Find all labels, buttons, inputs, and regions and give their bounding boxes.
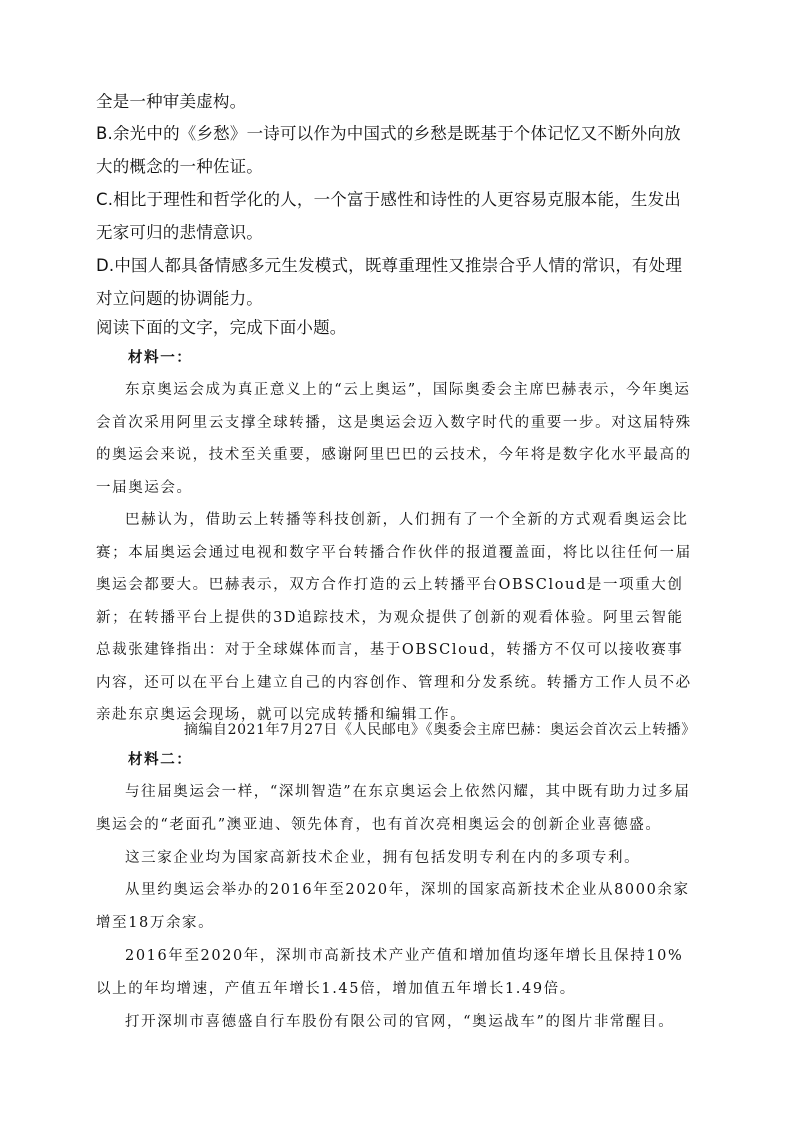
material-two-paragraph-5: 打开深圳市喜德盛自行车股份有限公司的官网，“奥运战车”的图片非常醒目。 — [125, 1014, 675, 1030]
reading-instruction: 阅读下面的文字，完成下面小题。 — [96, 318, 347, 337]
material-one-source: 摘编自2021年7月27日《人民邮电》《奥委会主席巴赫：奥运会首次云上转播》 — [183, 722, 696, 738]
option-b: B.余光中的《乡愁》一诗可以作为中国式的乡愁是既基于个体记忆又不断外向放大的概念的一种佐证。 — [96, 124, 681, 176]
option-c: C.相比于理性和哲学化的人，一个富于感性和诗性的人更容易克服本能，生发出无家可归的悲情意识。 — [96, 190, 681, 242]
material-two-paragraph-3: 从里约奥运会举办的2016年至2020年，深圳的国家高新技术企业从8000余家增至18万余家。 — [96, 882, 690, 931]
material-one-paragraph-1: 东京奥运会成为真正意义上的“云上奥运”，国际奥委会主席巴赫表示，今年奥运会首次采用阿里云支撑全球转播，这是奥运会迈入数字时代的重要一步。对这届特殊的奥运会来说，技术至关重要，感谢阿里巴巴的云技术，今年将是数字化水平最高的一届奥运会。 — [96, 382, 692, 496]
material-two-paragraph-4: 2016年至2020年，深圳市高新技术产业产值和增加值均逐年增长且保持10%以上的年均增速，产值五年增长1.45倍，增加值五年增长1.49倍。 — [96, 948, 684, 997]
material-two-paragraph-1: 与往届奥运会一样，“深圳智造”在东京奥运会上依然闪耀，其中既有助力过多届奥运会的“老面孔”澳亚迪、领先体育，也有首次亮相奥运会的创新企业喜德盛。 — [96, 784, 691, 833]
option-d: D.中国人都具备情感多元生发模式，既尊重理性又推崇合乎人情的常识，有处理对立问题的协调能力。 — [96, 256, 683, 308]
material-two-paragraph-2: 这三家企业均为国家高新技术企业，拥有包括发明专利在内的多项专利。 — [125, 850, 641, 866]
material-one-paragraph-2: 巴赫认为，借助云上转播等科技创新，人们拥有了一个全新的方式观看奥运会比赛；本届奥运会通过电视和数字平台转播合作伙伴的报道覆盖面，将比以往任何一届奥运会都要大。巴赫表示，双方合作打造的云上转播平台OBSCloud是一项重大创新；在转播平台上提供的3D追踪技术，为观众提供了创新的观看体验。阿里云智能总裁张建锋指出：对于全球媒体而言，基于OBSCloud，转播方不仅可以接收赛事内容，还可以在平台上建立自己的内容创作、管理和分发系统。转播方工作人员不必亲赴东京奥运会现场，就可以完成转播和编辑工作。 — [96, 512, 692, 723]
material-two-heading: 材料二： — [128, 751, 193, 768]
material-one-heading: 材料一： — [128, 349, 193, 366]
option-a-tail: 全是一种审美虚构。 — [96, 92, 247, 111]
